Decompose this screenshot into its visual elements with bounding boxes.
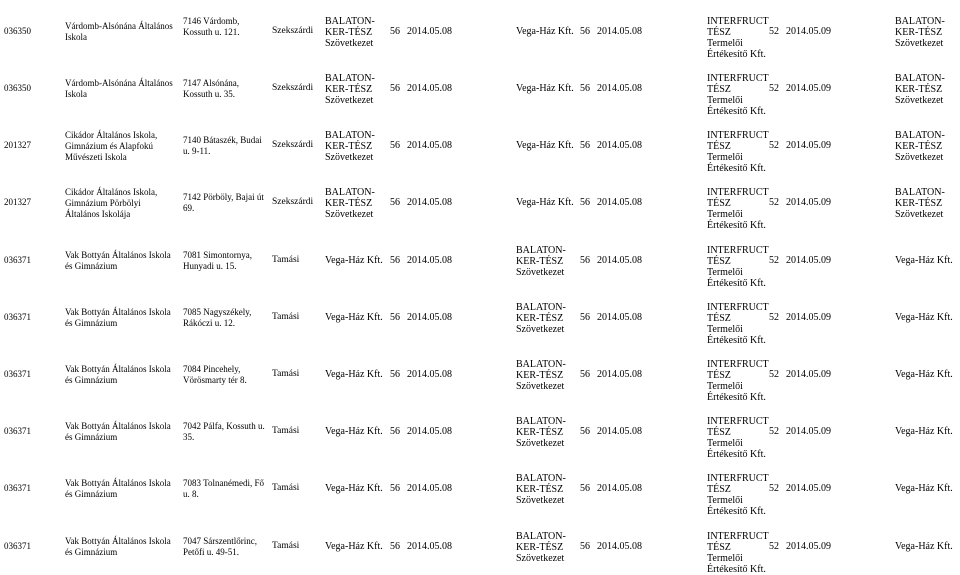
supplier-3: INTERFRUCT TÉSZ Termelői Értékesítő Kft.	[707, 359, 769, 403]
count-1: 56	[390, 140, 400, 151]
count-2: 56	[580, 140, 590, 151]
district: Tamási	[272, 483, 300, 493]
supplier-4: Vega-Ház Kft.	[895, 426, 953, 437]
district: Tamási	[272, 541, 300, 551]
school-id: 036371	[4, 541, 31, 551]
date-1: 2014.05.08	[407, 426, 452, 437]
count-2: 56	[580, 255, 590, 266]
school-id: 036371	[4, 369, 31, 379]
school-name: Vak Bottyán Általános Iskola és Gimnázium	[65, 307, 171, 328]
school-name: Vak Bottyán Általános Iskola és Gimnázium	[65, 536, 171, 557]
supplier-2: BALATON-KER-TÉSZ Szövetkezet	[516, 359, 566, 392]
supplier-1: BALATON-KER-TÉSZ Szövetkezet	[325, 187, 375, 220]
count-2: 56	[580, 541, 590, 552]
supplier-3: INTERFRUCT TÉSZ Termelői Értékesítő Kft.	[707, 16, 769, 60]
school-id: 036371	[4, 483, 31, 493]
school-name: Vak Bottyán Általános Iskola és Gimnázium	[65, 478, 171, 499]
school-name: Várdomb-Alsónána Általános Iskola	[65, 78, 173, 99]
count-1: 56	[390, 312, 400, 323]
supplier-1: Vega-Ház Kft.	[325, 255, 383, 266]
supplier-1: Vega-Ház Kft.	[325, 312, 383, 323]
school-id: 201327	[4, 140, 31, 150]
school-name: Cikádor Általános Iskola, Gimnázium Pörbölyi Általános Iskolája	[65, 187, 158, 219]
date-2: 2014.05.08	[597, 140, 642, 151]
school-id: 036371	[4, 312, 31, 322]
school-name: Vak Bottyán Általános Iskola és Gimnázium	[65, 421, 171, 442]
school-id: 036371	[4, 255, 31, 265]
date-3: 2014.05.09	[786, 83, 831, 94]
school-name: Várdomb-Alsónána Általános Iskola	[65, 21, 173, 42]
supplier-3: INTERFRUCT TÉSZ Termelői Értékesítő Kft.	[707, 245, 769, 289]
supplier-1: BALATON-KER-TÉSZ Szövetkezet	[325, 16, 375, 49]
date-2: 2014.05.08	[597, 83, 642, 94]
count-2: 56	[580, 312, 590, 323]
school-address: 7081 Simontornya, Hunyadi u. 15.	[183, 250, 252, 271]
date-3: 2014.05.09	[786, 140, 831, 151]
supplier-2: Vega-Ház Kft.	[516, 26, 574, 37]
school-address: 7146 Várdomb, Kossuth u. 121.	[183, 16, 240, 37]
supplier-2: Vega-Ház Kft.	[516, 140, 574, 151]
supplier-3: INTERFRUCT TÉSZ Termelői Értékesítő Kft.	[707, 416, 769, 460]
date-3: 2014.05.09	[786, 541, 831, 552]
date-2: 2014.05.08	[597, 369, 642, 380]
district: Tamási	[272, 312, 300, 322]
supplier-4: BALATON-KER-TÉSZ Szövetkezet	[895, 16, 945, 49]
count-3: 52	[769, 83, 779, 94]
district: Szekszárdi	[272, 197, 314, 207]
date-3: 2014.05.09	[786, 197, 831, 208]
count-3: 52	[769, 483, 779, 494]
supplier-4: BALATON-KER-TÉSZ Szövetkezet	[895, 187, 945, 220]
school-id: 036350	[4, 26, 31, 36]
supplier-2: BALATON-KER-TÉSZ Szövetkezet	[516, 416, 566, 449]
supplier-1: Vega-Ház Kft.	[325, 426, 383, 437]
count-1: 56	[390, 83, 400, 94]
count-3: 52	[769, 26, 779, 37]
count-1: 56	[390, 255, 400, 266]
count-3: 52	[769, 140, 779, 151]
school-address: 7047 Sárszentlőrinc, Petőfi u. 49-51.	[183, 536, 257, 557]
date-3: 2014.05.09	[786, 426, 831, 437]
date-1: 2014.05.08	[407, 483, 452, 494]
count-3: 52	[769, 541, 779, 552]
school-address: 7084 Pincehely, Vörösmarty tér 8.	[183, 364, 247, 385]
date-3: 2014.05.09	[786, 369, 831, 380]
count-1: 56	[390, 26, 400, 37]
supplier-3: INTERFRUCT TÉSZ Termelői Értékesítő Kft.	[707, 130, 769, 174]
district: Szekszárdi	[272, 83, 314, 93]
school-address: 7142 Pörböly, Bajai út 69.	[183, 192, 264, 213]
count-1: 56	[390, 541, 400, 552]
date-2: 2014.05.08	[597, 312, 642, 323]
date-1: 2014.05.08	[407, 140, 452, 151]
supplier-1: Vega-Ház Kft.	[325, 369, 383, 380]
school-id: 036350	[4, 83, 31, 93]
count-2: 56	[580, 426, 590, 437]
count-3: 52	[769, 369, 779, 380]
school-address: 7085 Nagyszékely, Rákóczi u. 12.	[183, 307, 252, 328]
count-2: 56	[580, 483, 590, 494]
date-1: 2014.05.08	[407, 26, 452, 37]
supplier-1: BALATON-KER-TÉSZ Szövetkezet	[325, 130, 375, 163]
date-3: 2014.05.09	[786, 255, 831, 266]
date-2: 2014.05.08	[597, 197, 642, 208]
district: Tamási	[272, 369, 300, 379]
date-2: 2014.05.08	[597, 26, 642, 37]
supplier-1: Vega-Ház Kft.	[325, 483, 383, 494]
district: Szekszárdi	[272, 140, 314, 150]
school-id: 036371	[4, 426, 31, 436]
date-3: 2014.05.09	[786, 483, 831, 494]
date-1: 2014.05.08	[407, 312, 452, 323]
supplier-2: BALATON-KER-TÉSZ Szövetkezet	[516, 531, 566, 564]
supplier-2: BALATON-KER-TÉSZ Szövetkezet	[516, 473, 566, 506]
supplier-4: Vega-Ház Kft.	[895, 369, 953, 380]
supplier-2: Vega-Ház Kft.	[516, 197, 574, 208]
supplier-2: BALATON-KER-TÉSZ Szövetkezet	[516, 302, 566, 335]
date-1: 2014.05.08	[407, 197, 452, 208]
date-2: 2014.05.08	[597, 255, 642, 266]
school-address: 7147 Alsónána, Kossuth u. 35.	[183, 78, 239, 99]
school-name: Vak Bottyán Általános Iskola és Gimnázium	[65, 250, 171, 271]
date-1: 2014.05.08	[407, 255, 452, 266]
count-2: 56	[580, 26, 590, 37]
count-3: 52	[769, 255, 779, 266]
count-3: 52	[769, 312, 779, 323]
supplier-4: Vega-Ház Kft.	[895, 541, 953, 552]
count-3: 52	[769, 197, 779, 208]
school-id: 201327	[4, 197, 31, 207]
date-1: 2014.05.08	[407, 541, 452, 552]
count-2: 56	[580, 197, 590, 208]
date-2: 2014.05.08	[597, 426, 642, 437]
supplier-3: INTERFRUCT TÉSZ Termelői Értékesítő Kft.	[707, 187, 769, 231]
count-3: 52	[769, 426, 779, 437]
supplier-4: Vega-Ház Kft.	[895, 483, 953, 494]
supplier-3: INTERFRUCT TÉSZ Termelői Értékesítő Kft.	[707, 302, 769, 346]
supplier-4: BALATON-KER-TÉSZ Szövetkezet	[895, 130, 945, 163]
date-3: 2014.05.09	[786, 26, 831, 37]
count-1: 56	[390, 369, 400, 380]
count-1: 56	[390, 426, 400, 437]
supplier-3: INTERFRUCT TÉSZ Termelői Értékesítő Kft.	[707, 473, 769, 517]
count-1: 56	[390, 197, 400, 208]
district: Szekszárdi	[272, 26, 314, 36]
supplier-1: BALATON-KER-TÉSZ Szövetkezet	[325, 73, 375, 106]
count-2: 56	[580, 369, 590, 380]
date-1: 2014.05.08	[407, 83, 452, 94]
supplier-4: Vega-Ház Kft.	[895, 312, 953, 323]
district: Tamási	[272, 426, 300, 436]
school-address: 7140 Bátaszék, Budai u. 9-11.	[183, 135, 262, 156]
school-name: Cikádor Általános Iskola, Gimnázium és Alapfokú Művészeti Iskola	[65, 130, 158, 162]
supplier-3: INTERFRUCT TÉSZ Termelői Értékesítő Kft.	[707, 531, 769, 575]
supplier-4: Vega-Ház Kft.	[895, 255, 953, 266]
supplier-3: INTERFRUCT TÉSZ Termelői Értékesítő Kft.	[707, 73, 769, 117]
date-1: 2014.05.08	[407, 369, 452, 380]
supplier-4: BALATON-KER-TÉSZ Szövetkezet	[895, 73, 945, 106]
date-2: 2014.05.08	[597, 483, 642, 494]
supplier-1: Vega-Ház Kft.	[325, 541, 383, 552]
date-3: 2014.05.09	[786, 312, 831, 323]
school-address: 7042 Pálfa, Kossuth u. 35.	[183, 421, 265, 442]
school-address: 7083 Tolnanémedi, Fő u. 8.	[183, 478, 264, 499]
supplier-2: Vega-Ház Kft.	[516, 83, 574, 94]
count-2: 56	[580, 83, 590, 94]
school-name: Vak Bottyán Általános Iskola és Gimnázium	[65, 364, 171, 385]
district: Tamási	[272, 255, 300, 265]
supplier-2: BALATON-KER-TÉSZ Szövetkezet	[516, 245, 566, 278]
date-2: 2014.05.08	[597, 541, 642, 552]
count-1: 56	[390, 483, 400, 494]
